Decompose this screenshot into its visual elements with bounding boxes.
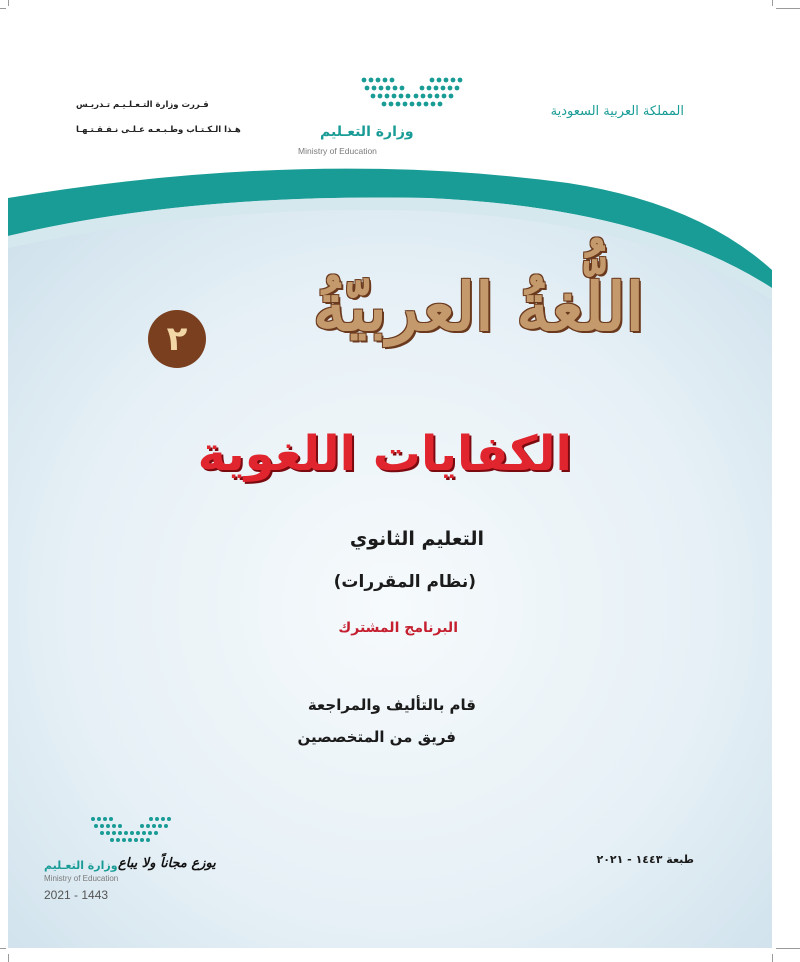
book-cover bbox=[8, 8, 772, 948]
footer-ministry-english: Ministry of Education bbox=[44, 874, 119, 883]
crop-mark bbox=[776, 948, 800, 949]
crop-mark bbox=[776, 8, 800, 9]
volume-number: ٢ bbox=[166, 319, 188, 359]
crop-mark bbox=[8, 954, 9, 962]
crop-mark bbox=[0, 8, 6, 9]
book-title: اللُّغةُ العربيّةُ bbox=[313, 268, 644, 346]
crop-mark bbox=[772, 954, 773, 962]
authors-line-2: فريق من المتخصصين bbox=[297, 728, 456, 746]
ministry-name-english: Ministry of Education bbox=[298, 146, 377, 156]
program-name: البرنامج المشترك bbox=[338, 620, 458, 636]
crop-mark bbox=[772, 0, 773, 6]
authors-line-1: قام بالتأليف والمراجعة bbox=[307, 696, 476, 714]
free-distribution-note: يوزع مجاناً ولا يباع bbox=[118, 856, 216, 871]
footer-year: 2021 - 1443 bbox=[44, 888, 109, 902]
footer-ministry-arabic: وزارة التعـليم bbox=[44, 859, 118, 872]
crop-mark bbox=[8, 0, 9, 6]
approval-line-1: قـررت وزارة التـعـلـيـم تـدريـس bbox=[76, 100, 209, 110]
approval-line-2: هـذا الـكـتـاب وطـبـعـه عـلـى نـفـقـتـهـا bbox=[76, 125, 241, 135]
kingdom-name: المملكة العربية السعودية bbox=[550, 104, 684, 119]
edition-label: طبعة ١٤٤٣ - ٢٠٢١ bbox=[596, 853, 694, 866]
crop-mark bbox=[0, 948, 6, 949]
ministry-logo-small-icon bbox=[88, 814, 180, 848]
book-subtitle: الكفايات اللغوية bbox=[197, 426, 572, 482]
ministry-name-arabic: وزارة التعـليم bbox=[320, 124, 414, 140]
volume-number-badge bbox=[148, 310, 206, 368]
ministry-logo-icon bbox=[358, 74, 468, 118]
course-system: (نظام المقررات) bbox=[333, 572, 476, 592]
education-level: التعليم الثانوي bbox=[349, 528, 484, 550]
